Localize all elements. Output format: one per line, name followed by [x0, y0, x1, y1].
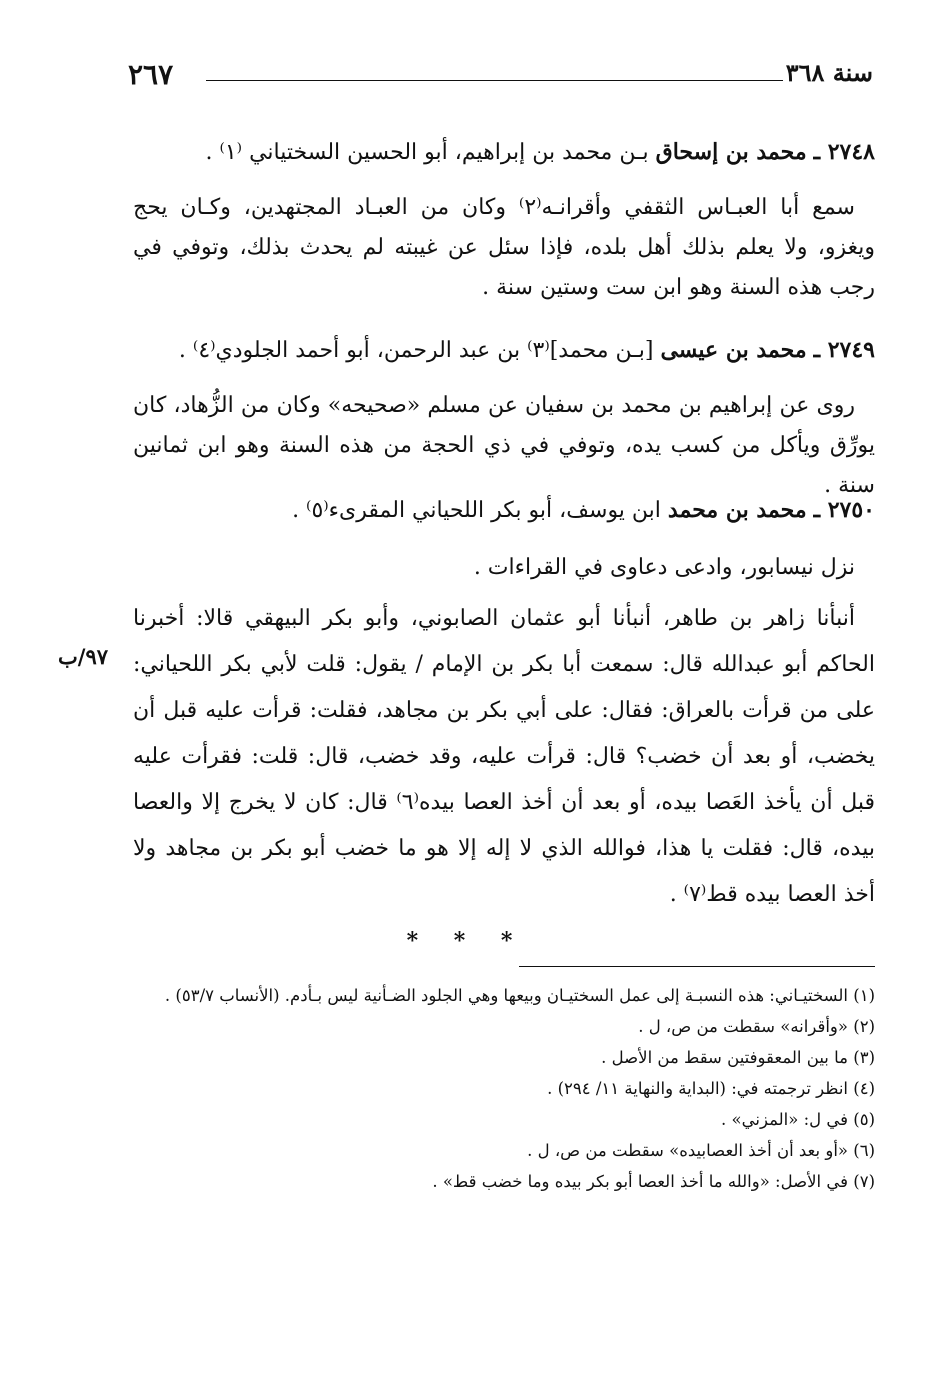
footnote-2: (٢) «وأقرانه» سقطت من ص، ل .	[638, 1017, 875, 1036]
entry-number: ٢٧٥٠ ـ	[813, 497, 875, 523]
narration-chain: أنبأنا زاهر بن طاهر، أنبأنا أبو عثمان الصابوني، وأبو بكر البيهقي قالا: أخبرنا الحاكم أبو عبدالله قال: سمعت أبا بكر بن الإمام / يقول: قلت لأبي بكر اللحياني: على من قرأت بالعراق: فقال: على أبي بكر بن مجاهد، فقلت: قرأت عليه قبل أن يخضب، أو بعد أن خضب؟ قال: قرأت عليه، وقد خضب، قال: قلت: فقرأت عليه قبل أن يأخذ العَصا بيده، أو بعد أن أخذ العصا بيده⁽٦⁾ قال: كان لا يخرج إلا والعصا بيده، قال: فقلت يا هذا، فوالله الذي لا إله إلا هو ما خضب أبو بكر بن مجاهد ولا أخذ العصا بيده قط⁽٧⁾ .	[133, 606, 876, 907]
footnote-3: (٣) ما بين المعقوفتين سقط من الأصل .	[601, 1048, 875, 1067]
folio-margin-note: ٩٧/ب	[58, 644, 109, 669]
entry-2750-heading	[133, 490, 875, 531]
footnote-6: (٦) «أو بعد أن أخذ العصابيده» سقطت من ص، ل .	[527, 1141, 875, 1160]
entry-lineage: بـن محمد بن إبراهيم، أبو الحسين السختياني ⁽١⁾ .	[205, 140, 649, 165]
page-number: ٢٦٧	[128, 58, 174, 91]
entry-2748-body: سمع أبا العبـاس الثقفي وأقرانـه⁽٢⁾ وكان من العبـاد المجتهدين، وكـان يحج ويغزو، ولا يعلم بذلك أهل بلده، فإذا سئل عن غيبته لم يحدث بذلك، وتوفي في رجب هذه السنة وهو ابن ست وستين سنة .	[133, 195, 875, 300]
entry-name: محمد بن محمد	[667, 497, 807, 523]
entry-2748-heading	[133, 132, 875, 173]
entry-number: ٢٧٤٩ ـ	[813, 337, 875, 363]
header-rule	[206, 80, 783, 81]
footnote-1: (١) السختيـاني: هذه النسبـة إلى عمل السختيـان وبيعها وهي الجلود الضـأنية ليس بـأدم. (الأنساب ٥٣/٧) .	[164, 986, 875, 1005]
footnote-7: (٧) في الأصل: «والله ما أخذ العصا أبو بكر بيده وما خضب قط» .	[432, 1172, 875, 1191]
footnote-rule	[519, 966, 875, 967]
entry-number: ٢٧٤٨ ـ	[813, 139, 875, 165]
section-separator: * * *	[406, 928, 527, 954]
entry-name: محمد بن عيسى	[660, 337, 807, 363]
running-header	[128, 58, 873, 98]
entry-lineage: [بـن محمد]⁽٣⁾ بن عبد الرحمن، أبو أحمد الجلودي⁽٤⁾ .	[178, 338, 654, 363]
section-year: سنة ٣٦٨	[785, 58, 873, 87]
footnote-4: (٤) انظر ترجمته في: (البداية والنهاية ١١/ ٢٩٤) .	[547, 1079, 875, 1098]
entry-2749-body: روى عن إبراهيم بن محمد بن سفيان عن مسلم «صحيحه» وكان من الزُّهاد، كان يورِّق ويأكل من كسب يده، وتوفي في ذي الحجة من هذه السنة وهو ابن ثمانين سنة .	[133, 393, 875, 498]
footnotes	[133, 980, 875, 1197]
entry-2749-heading	[133, 330, 875, 371]
entry-name: محمد بن إسحاق	[655, 139, 807, 165]
footnote-5: (٥) في ل: «المزني» .	[721, 1110, 875, 1129]
entry-2750-body: نزل نيسابور، وادعى دعاوى في القراءات .	[473, 555, 855, 580]
entry-lineage: ابن يوسف، أبو بكر اللحياني المقرىء⁽٥⁾ .	[292, 498, 661, 523]
